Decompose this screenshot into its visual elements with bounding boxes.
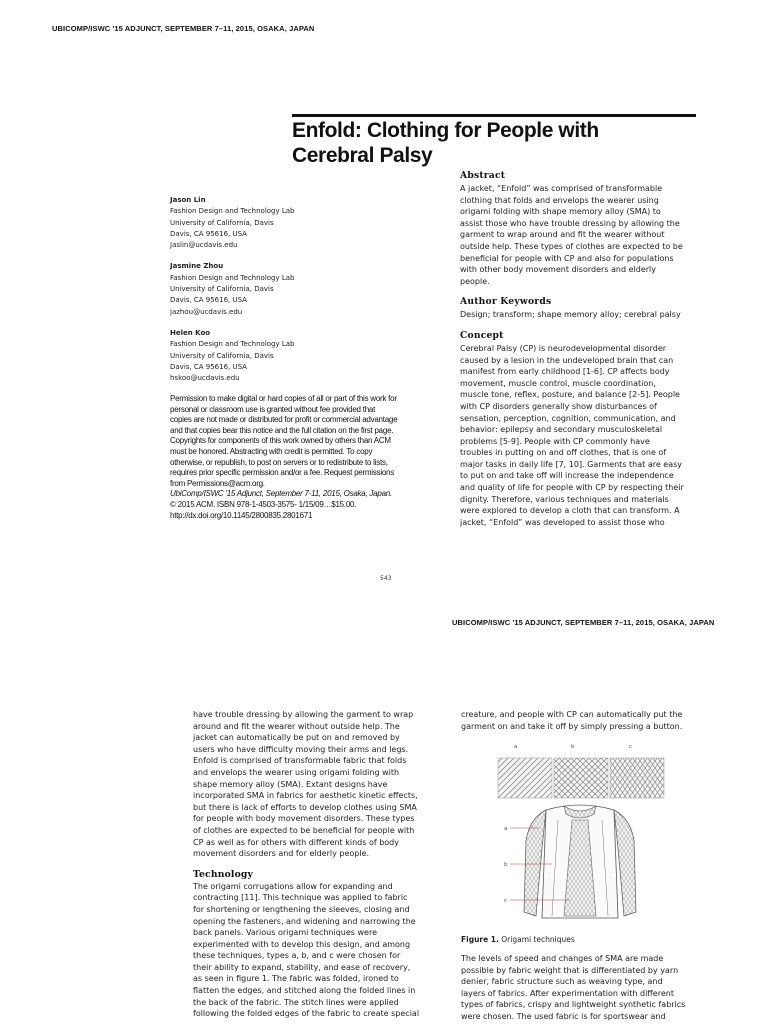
concept-line: troubles in putting on and off clothes, that is one of	[460, 448, 667, 458]
concept-line: with CP disorders generally show disturbances of	[460, 401, 657, 411]
title-rule	[292, 114, 696, 117]
author-affiliation: Fashion Design and Technology Lab	[170, 340, 295, 349]
figure-label-c: c	[504, 898, 508, 904]
technology-body	[193, 881, 433, 1020]
conference-line: UbiComp/ISWC '15 Adjunct, September 7-11, 2015, Osaka, Japan.	[170, 489, 392, 499]
concept-body	[460, 343, 710, 529]
keywords-heading: Author Keywords	[460, 296, 552, 308]
concept-line: behavior: epilepsy and secondary musculoskeletal	[460, 425, 663, 435]
keywords-text: Design; transform; shape memory alloy; cerebral palsy	[460, 310, 681, 320]
keywords-body	[460, 309, 710, 321]
body-line: users who have difficulty moving their arms and legs.	[193, 744, 409, 754]
body-line: movement disorders and for elderly people.	[193, 849, 370, 859]
body-line: these techniques, types a, b, and c were chosen for	[193, 951, 401, 961]
copyright-line: © 2015 ACM. ISBN 978-1-4503-3575- 1/15/09…$15.00.	[170, 499, 357, 509]
author-university: University of California, Davis	[170, 218, 274, 227]
author-name: Helen Koo	[170, 328, 211, 337]
author-name: Jasmine Zhou	[170, 262, 224, 271]
permission-line: Permission to make digital or hard copies of all or part of this work for	[170, 394, 397, 403]
title-line: Cerebral Palsy	[292, 144, 433, 167]
body-line: possible by fabric weight that is differentiated by yarn	[461, 965, 679, 975]
permission-line: personal or classroom use is granted without fee provided that	[170, 404, 376, 414]
author-address: Davis, CA 95616, USA	[170, 229, 247, 238]
author-email: jazhou@ucdavis.edu	[170, 307, 243, 316]
body-line: were chosen. The used fabric is for sportswear and	[461, 1011, 666, 1021]
abstract-line: people.	[460, 276, 490, 286]
jacket-illustration	[524, 805, 636, 918]
right-column-top-page2	[461, 709, 711, 732]
abstract-line: assist those who have trouble dressing by allowing the	[460, 218, 680, 228]
author-1	[170, 195, 410, 251]
concept-line: muscle tone, reflex, posture, and balance [2-5]. People	[460, 390, 680, 400]
author-address: Davis, CA 95616, USA	[170, 296, 247, 305]
body-line: The origami corrugations allow for expanding and	[193, 881, 393, 891]
body-line: incorporated SMA in fabrics for aesthetic kinetic effects,	[193, 791, 418, 801]
body-line: types of fabrics, crispy and lightweight synthetic fabrics	[461, 1000, 686, 1010]
concept-line: caused by a lesion in the undeveloped brain that can	[460, 355, 674, 365]
running-header-page2: UBICOMP/ISWC '15 ADJUNCT, SEPTEMBER 7–11, 2015, OSAKA, JAPAN	[452, 618, 715, 627]
body-line: following the folded edges of the fabric to create special	[193, 1009, 420, 1019]
body-line: denier, fabric structure such as weaving type, and	[461, 977, 663, 987]
paper-title	[292, 118, 599, 168]
swatch-label-a: a	[514, 744, 518, 750]
body-line: of clothes are expected to be beneficial for people with	[193, 825, 415, 835]
abstract-line: beneficial for people with CP and also for populations	[460, 253, 674, 263]
body-line: The levels of speed and changes of SMA are made	[461, 954, 664, 963]
permission-line: Copyrights for components of this work owned by others than ACM	[170, 436, 391, 446]
figure-origami-techniques	[490, 740, 670, 926]
body-line: shape memory alloy (SMA). Extant designs have	[193, 779, 388, 789]
author-university: University of California, Davis	[170, 285, 274, 294]
author-block	[170, 195, 410, 394]
right-column-page1	[460, 170, 710, 528]
body-line: but there is lack of efforts to develop clothes using SMA	[193, 802, 417, 812]
abstract-line: with other body movement disorders and elderly	[460, 265, 657, 275]
page-number: 543	[380, 575, 392, 582]
concept-line: sensation, perception, cognition, communication, and	[460, 413, 676, 423]
abstract-line: clothing that folds and envelops the wearer using	[460, 195, 659, 205]
concept-line: Cerebral Palsy (CP) is neurodevelopmental disorder	[460, 343, 667, 353]
abstract-line: A jacket, “Enfold” was comprised of transformable	[460, 184, 663, 193]
technology-heading: Technology	[193, 868, 254, 880]
body-line: creature, and people with CP can automatically put the	[461, 710, 683, 719]
swatch-label-c: c	[629, 744, 633, 750]
title-line: Enfold: Clothing for People with	[292, 119, 599, 142]
concept-line: dignity. Therefore, various techniques and materials	[460, 494, 669, 504]
concept-line: were explored to develop a cloth that can transform. A	[460, 506, 680, 516]
body-line: back panels. Various origami techniques were	[193, 928, 377, 938]
swatch-a	[498, 758, 552, 798]
body-line: and envelops the wearer using origami folding with	[193, 767, 400, 777]
body-line: CP as well as for others with different kinds of body	[193, 837, 399, 847]
concept-line: problems [5-9]. People with CP commonly have	[460, 436, 650, 446]
abstract-line: origami folding with shape memory alloy (SMA) to	[460, 207, 661, 217]
swatch-b	[554, 758, 608, 798]
abstract-heading: Abstract	[460, 170, 506, 181]
permission-line: requires prior specific permission and/or a fee. Request permissions	[170, 468, 394, 478]
running-header: UBICOMP/ISWC '15 ADJUNCT, SEPTEMBER 7–11, 2015, OSAKA, JAPAN	[52, 24, 315, 33]
permission-line: must be honored. Abstracting with credit is permitted. To copy	[170, 446, 373, 456]
author-university: University of California, Davis	[170, 351, 274, 360]
figure-caption	[461, 935, 575, 944]
abstract-line: outside help. These types of clothes are expected to be	[460, 241, 683, 251]
concept-line: manifest from early childhood [1-6]. CP affects body	[460, 367, 670, 377]
body-line: jacket can automatically be put on and removed by	[193, 733, 400, 743]
body-line: their ability to expand, stability, and ease of recovery,	[193, 962, 411, 972]
intro-continued	[193, 709, 433, 860]
author-email: Jaslin@ucdavis.edu	[170, 241, 238, 250]
swatch-c	[610, 758, 664, 798]
figure-caption-label: Figure 1.	[461, 935, 499, 944]
author-email: hskoo@ucdavis.edu	[170, 374, 240, 383]
body-line: garment on and take it off by simply pressing a button.	[461, 721, 683, 731]
author-3	[170, 328, 410, 384]
body-line: opening the fasteners, and widening and narrowing the	[193, 916, 416, 926]
body-continued	[461, 709, 711, 732]
concept-line: movement, muscle control, muscle coordination,	[460, 378, 656, 388]
concept-line: jacket, “Enfold” was developed to assist those who	[460, 517, 665, 527]
body-line: contracting [11]. This technique was applied to fabric	[193, 893, 408, 903]
abstract-line: garment to wrap around and fit the wearer without	[460, 230, 665, 240]
permission-line: copies are not made or distributed for profit or commercial advantage	[170, 415, 398, 425]
body-line: around and fit the wearer without outside help. The	[193, 721, 400, 731]
body-line: flatten the edges, and stitched along the folded lines in	[193, 986, 416, 996]
body-line: experimented with to develop this design, and among	[193, 939, 411, 949]
permission-line: and that copies bear this notice and the full citation on the first page.	[170, 425, 394, 435]
concept-line: and quality of life for people with CP by respecting their	[460, 483, 684, 493]
concept-line: major tasks in daily life [7, 10]. Garments that are easy	[460, 459, 683, 469]
figure-label-a: a	[504, 826, 508, 832]
author-affiliation: Fashion Design and Technology Lab	[170, 273, 295, 282]
swatch-label-b: b	[571, 744, 575, 750]
concept-heading: Concept	[460, 329, 504, 341]
body-line: the back of the fabric. The stitch lines were applied	[193, 997, 399, 1007]
body-line: for people with body movement disorders. These types	[193, 814, 415, 824]
body-line: layers of fabrics. After experimentation with different	[461, 988, 674, 998]
left-column-page2	[193, 709, 433, 1020]
figure-caption-text: Origami techniques	[501, 935, 575, 944]
body-line: have trouble dressing by allowing the garment to wrap	[193, 710, 414, 719]
figure-label-b: b	[504, 862, 508, 868]
author-address: Davis, CA 95616, USA	[170, 362, 247, 371]
body-line: as seen in figure 1. The fabric was folded, ironed to	[193, 974, 399, 984]
permission-line: from Permissions@acm.org.	[170, 478, 265, 488]
body-line: Enfold is comprised of transformable fabric that folds	[193, 756, 407, 766]
doi-link[interactable]: http://dx.doi.org/10.1145/2800835.2801671	[170, 510, 313, 520]
body-line: for shortening or lengthening the sleeves, closing and	[193, 904, 410, 914]
concept-line: to put on and take off will increase the independence	[460, 471, 674, 481]
permission-notice	[170, 394, 445, 521]
right-column-bottom-page2	[461, 953, 711, 1023]
author-name: Jason Lin	[170, 196, 206, 204]
author-affiliation: Fashion Design and Technology Lab	[170, 207, 295, 216]
materials-body	[461, 953, 711, 1023]
author-2	[170, 261, 410, 317]
permission-line: otherwise, or republish, to post on servers or to redistribute to lists,	[170, 457, 388, 467]
abstract-body	[460, 183, 710, 287]
